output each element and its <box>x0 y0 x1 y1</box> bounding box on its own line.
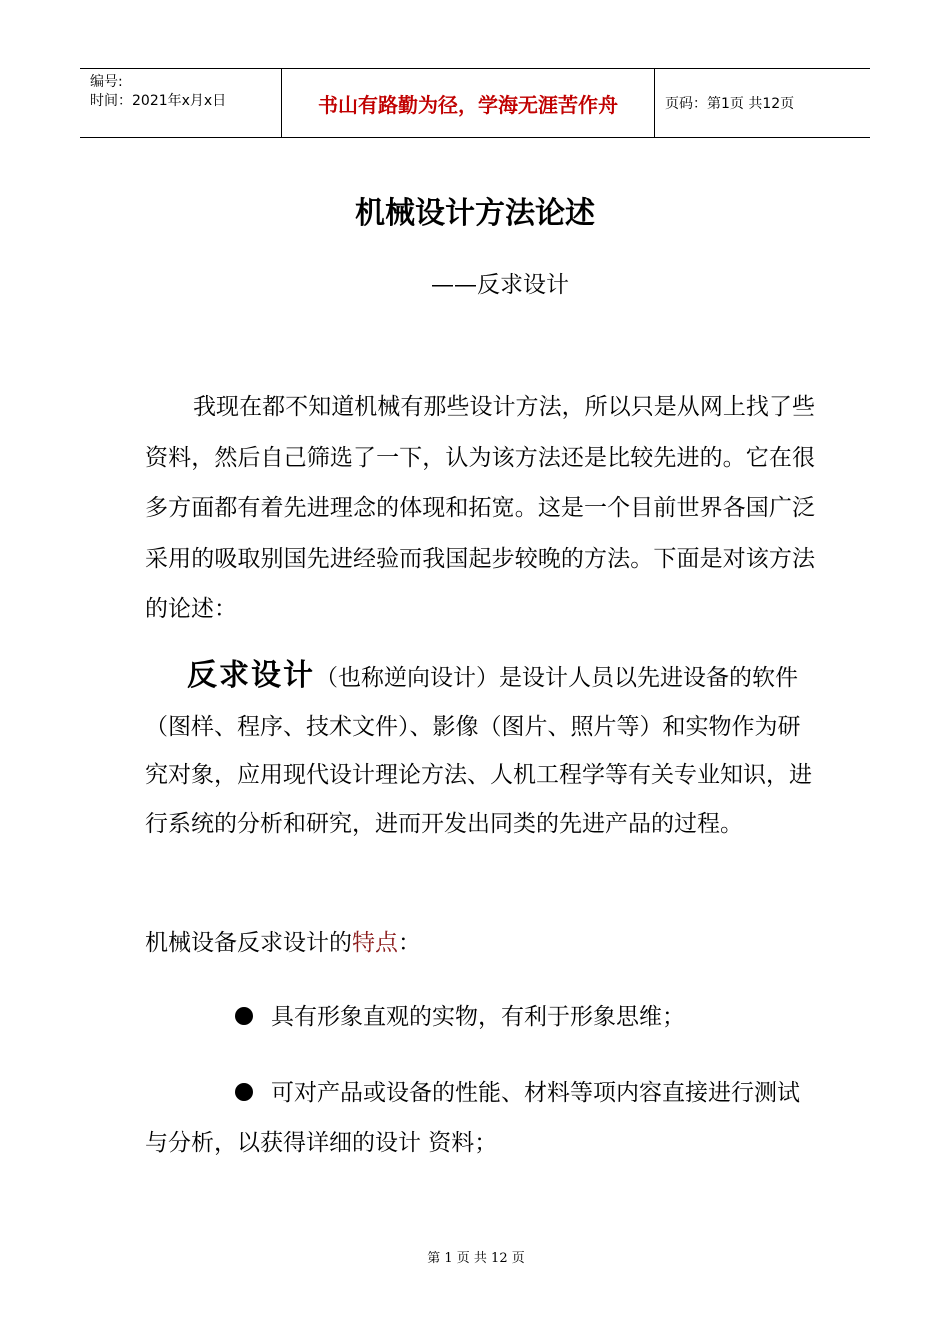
features-heading-highlight: 特点 <box>352 930 398 956</box>
document-title: 机械设计方法论述 <box>355 196 595 231</box>
definition-paragraph <box>145 652 815 848</box>
header-page-info: 页码：第1页 共12页 <box>665 96 795 112</box>
bullet-dot-icon <box>235 1007 253 1025</box>
bullet-dot-icon <box>235 1083 253 1101</box>
features-heading-lead: 机械设备反求设计的 <box>145 930 352 956</box>
header-meta-cell <box>80 69 282 137</box>
definition-term: 反求设计 <box>187 658 315 693</box>
bullet-item-2 <box>145 1068 815 1168</box>
bullet-item-2-text: 可对产品或设备的性能、材料等项内容直接进行测试与分析，以获得详细的设计 资料； <box>145 1080 800 1156</box>
header-table <box>80 68 870 138</box>
features-heading <box>145 921 815 965</box>
definition-text: （也称逆向设计）是设计人员以先进设备的软件（图样、程序、技术文件）、影像（图片、照片等）和实物作为研究对象，应用现代设计理论方法、人机工程学等有关专业知识，进行系统的分析和研究，进而开发出同类的先进产品的过程。 <box>145 665 812 837</box>
header-motto: 书山有路勤为径，学海无涯苦作舟 <box>282 69 655 137</box>
intro-paragraph: 我现在都不知道机械有那些设计方法，所以只是从网上找了些资料，然后自己筛选了一下，认为该方法还是比较先进的。它在很多方面都有着先进理念的体现和拓宽。这是一个目前世界各国广泛采用的吸取别国先进经验而我国起步较晚的方法。下面是对该方法的论述： <box>145 394 815 622</box>
document-date-label: 时间：2021年x月x日 <box>90 93 227 109</box>
document-subtitle: ——反求设计 <box>431 272 569 298</box>
features-heading-tail: ： <box>398 930 421 956</box>
page-footer: 第 1 页 共 12 页 <box>427 1251 525 1266</box>
bullet-item-1 <box>145 995 815 1039</box>
document-number-label: 编号: <box>90 74 123 90</box>
bullet-item-1-text: 具有形象直观的实物，有利于形象思维； <box>271 1004 685 1030</box>
